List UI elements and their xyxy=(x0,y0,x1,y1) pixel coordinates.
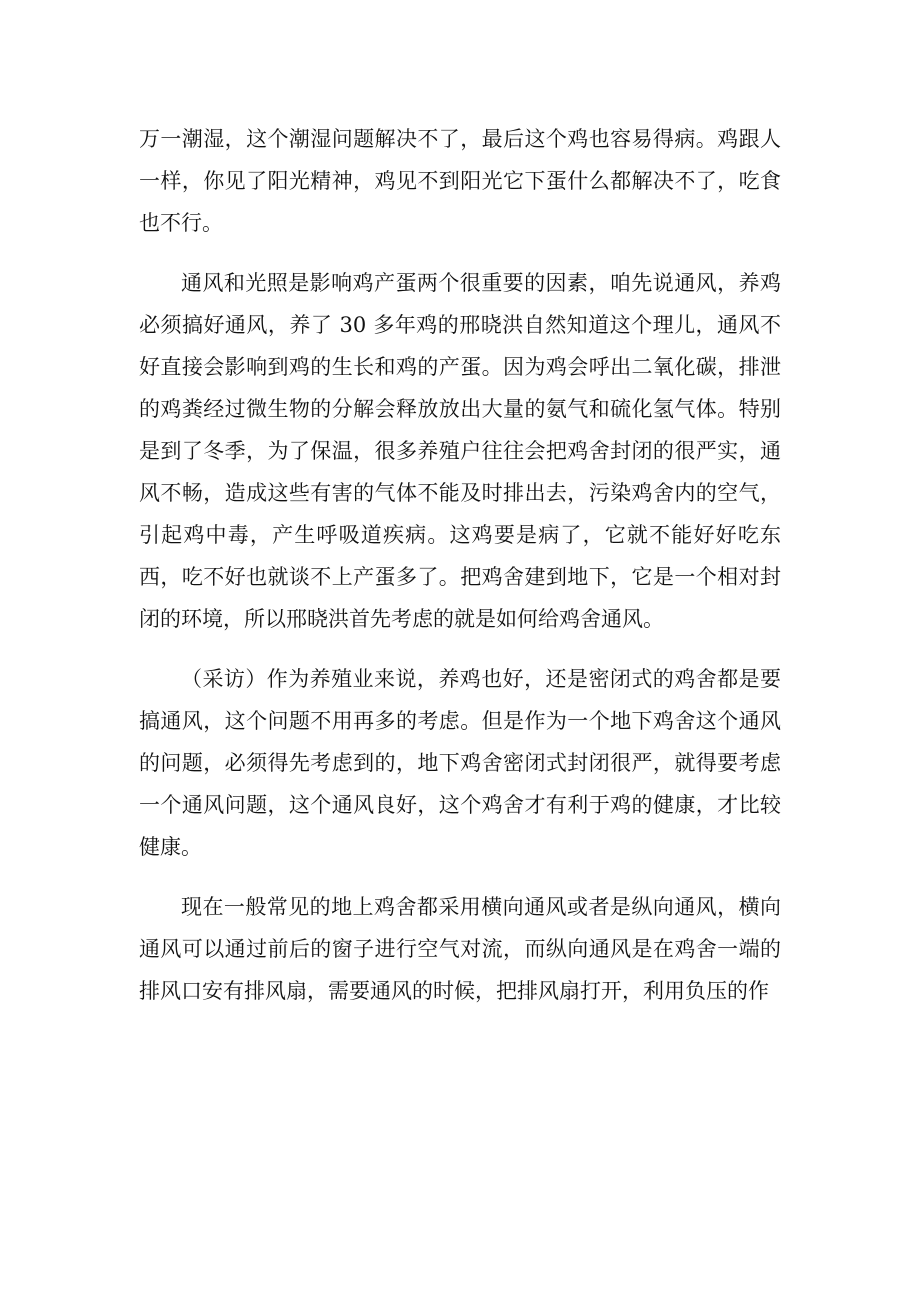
document-body xyxy=(139,118,781,1030)
paragraph-3: （采访）作为养殖业来说，养鸡也好，还是密闭式的鸡舍都是要搞通风，这个问题不用再多的考虑。但是作为一个地下鸡舍这个通风的问题，必须得先考虑到的，地下鸡舍密闭式封闭很严，就得要考虑一个通风问题，这个通风良好，这个鸡舍才有利于鸡的健康，才比较健康。 xyxy=(139,667,781,859)
paragraph-4: 现在一般常见的地上鸡舍都采用横向通风或者是纵向通风，横向通风可以通过前后的窗子进行空气对流，而纵向通风是在鸡舍一端的排风口安有排风扇，需要通风的时候，把排风扇打开，利用负压的作 xyxy=(139,895,781,1003)
paragraph-1: 万一潮湿，这个潮湿问题解决不了，最后这个鸡也容易得病。鸡跟人一样，你见了阳光精神，鸡见不到阳光它下蛋什么都解决不了，吃食也不行。 xyxy=(139,127,781,235)
paragraph-2: 通风和光照是影响鸡产蛋两个很重要的因素，咱先说通风，养鸡必须搞好通风，养了 30 多年鸡的邢晓洪自然知道这个理儿，通风不好直接会影响到鸡的生长和鸡的产蛋。因为鸡会呼出二氧化碳，排泄的鸡粪经过微生物的分解会释放放出大量的氨气和硫化氢气体。特别是到了冬季，为了保温，很多养殖户往往会把鸡舍封闭的很严实，通风不畅，造成这些有害的气体不能及时排出去，污染鸡舍内的空气，引起鸡中毒，产生呼吸道疾病。这鸡要是病了，它就不能好好吃东西，吃不好也就谈不上产蛋多了。把鸡舍建到地下，它是一个相对封闭的环境，所以邢晓洪首先考虑的就是如何给鸡舍通风。 xyxy=(139,271,781,631)
